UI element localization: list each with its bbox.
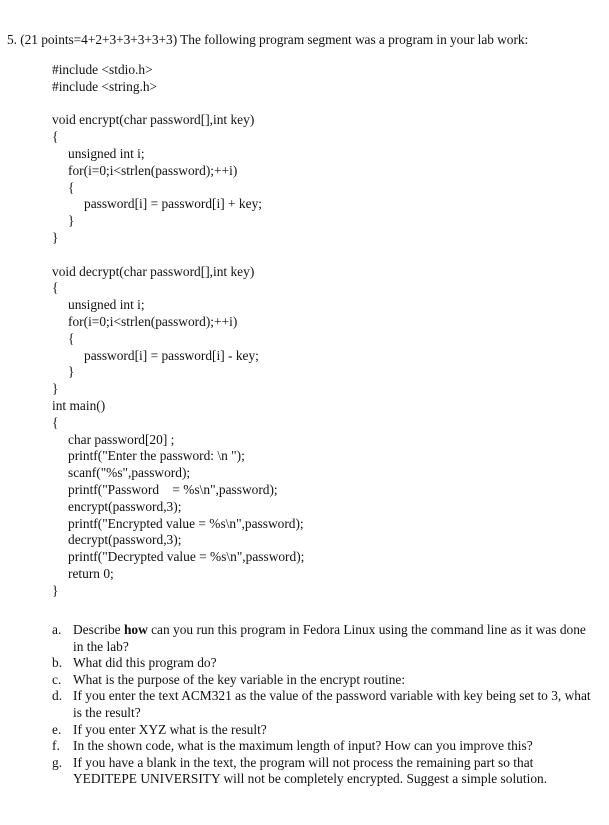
main-line: printf("Encrypted value = %s\n",password); xyxy=(68,515,304,531)
main-close-brace: } xyxy=(52,582,59,598)
question-label: e. xyxy=(52,721,62,737)
main-line: scanf("%s",password); xyxy=(68,465,191,481)
encrypt-open-brace: { xyxy=(52,129,59,145)
question-d xyxy=(52,688,592,721)
question-label: b. xyxy=(52,655,63,671)
code-listing xyxy=(52,62,592,600)
question-a xyxy=(52,622,592,655)
question-text: can you run this program in Fedora Linux using the command line as it was done in the lab? xyxy=(73,622,586,654)
decrypt-for-open-brace: { xyxy=(68,330,75,346)
code-blank-line xyxy=(52,247,592,264)
question-text: If you enter XYZ what is the result? xyxy=(73,721,267,737)
question-text: If you have a blank in the text, the program will not process the remaining part so that YEDITEPE UNIVERSITY will not be completely encrypted. Suggest a simple solution. xyxy=(73,754,548,787)
encrypt-body: password[i] = password[i] + key; xyxy=(84,196,262,212)
main-line: return 0; xyxy=(68,565,114,581)
encrypt-for-loop: for(i=0;i<strlen(password);++i) xyxy=(68,162,238,178)
main-line: printf("Password = %s\n",password); xyxy=(68,481,278,497)
main-open-brace: { xyxy=(52,414,59,430)
question-text: What did this program do? xyxy=(73,655,217,671)
question-text: In the shown code, what is the maximum length of input? How can you improve this? xyxy=(73,738,533,754)
question-f xyxy=(52,738,592,755)
decrypt-for-loop: for(i=0;i<strlen(password);++i) xyxy=(68,313,238,329)
question-g xyxy=(52,755,592,788)
main-line: printf("Enter the password: \n "); xyxy=(68,448,245,464)
question-text: If you enter the text ACM321 as the value of the password variable with key being set to 3, what is the result? xyxy=(73,688,591,720)
question-e xyxy=(52,722,592,739)
question-label: g. xyxy=(52,754,63,770)
main-line: char password[20] ; xyxy=(68,431,175,447)
main-line: decrypt(password,3); xyxy=(68,532,182,548)
question-emphasis: how xyxy=(123,622,148,637)
main-signature: int main() xyxy=(52,397,106,413)
decrypt-close-brace: } xyxy=(52,381,59,397)
question-label: c. xyxy=(52,671,62,687)
main-line: printf("Decrypted value = %s\n",password); xyxy=(68,549,305,565)
question-heading: 5. (21 points=4+2+3+3+3+3+3) The following program segment was a program in your lab work: xyxy=(7,32,529,47)
question-text: Describe xyxy=(73,622,124,637)
code-line-include-stdio: #include <stdio.h> xyxy=(52,62,153,77)
code-line-include-string: #include <string.h> xyxy=(52,78,158,94)
decrypt-declaration: unsigned int i; xyxy=(68,297,145,313)
question-list xyxy=(52,622,592,788)
encrypt-for-close-brace: } xyxy=(68,213,75,229)
encrypt-close-brace: } xyxy=(52,229,59,245)
code-blank-line xyxy=(52,96,592,113)
encrypt-declaration: unsigned int i; xyxy=(68,145,145,161)
decrypt-signature: void decrypt(char password[],int key) xyxy=(52,263,255,279)
question-label: a. xyxy=(52,622,62,637)
question-label: f. xyxy=(52,738,60,754)
encrypt-for-open-brace: { xyxy=(68,179,75,195)
question-b xyxy=(52,655,592,672)
encrypt-signature: void encrypt(char password[],int key) xyxy=(52,112,255,128)
main-line: encrypt(password,3); xyxy=(68,498,182,514)
decrypt-for-close-brace: } xyxy=(68,364,75,380)
question-label: d. xyxy=(52,688,63,704)
question-text: What is the purpose of the key variable in the encrypt routine: xyxy=(73,671,406,687)
question-c xyxy=(52,672,592,689)
decrypt-body: password[i] = password[i] - key; xyxy=(84,347,259,363)
decrypt-open-brace: { xyxy=(52,280,59,296)
